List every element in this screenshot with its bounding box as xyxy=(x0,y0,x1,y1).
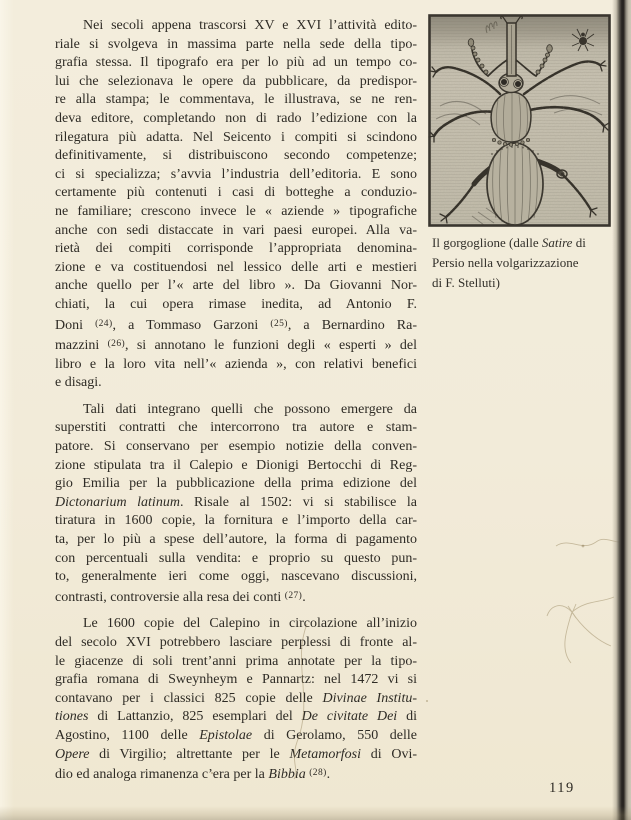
text-segment: , a Tommaso Garzoni xyxy=(112,317,271,333)
text-line xyxy=(55,494,417,513)
footnote-ref: (28) xyxy=(309,768,327,779)
text-line xyxy=(55,259,417,278)
text-line xyxy=(55,203,417,222)
text-line xyxy=(55,587,417,608)
text-segment: con percentuali sulla vendita: e proprio su questo pun- xyxy=(55,550,417,566)
text-segment: superstiti contratti che intercorrono tra autore e stam- xyxy=(55,420,417,436)
text-segment: Tali dati integrano quelli che possono emergere da xyxy=(83,401,417,417)
text-segment: riale si svolgeva in massima parte nella sede della tipo- xyxy=(55,36,417,52)
text-segment: certamente più contenuti i casi di botteghe a conduzio- xyxy=(55,185,417,201)
text-line xyxy=(55,531,417,550)
page-edge-right xyxy=(612,0,631,820)
text-segment: Il gorgoglione (dalle xyxy=(432,235,542,250)
text-segment: . xyxy=(302,589,306,605)
text-line xyxy=(55,54,417,73)
text-line xyxy=(55,36,417,55)
text-segment: , si annotano le funzioni degli « esperti » del xyxy=(125,338,418,354)
text-line xyxy=(432,273,611,293)
page-edge-left xyxy=(0,0,14,820)
text-line xyxy=(55,73,417,92)
text-line xyxy=(55,634,417,653)
text-segment: di Gerolamo, 550 delle xyxy=(252,727,418,743)
text-line xyxy=(55,512,417,531)
text-line xyxy=(55,356,417,375)
text-line xyxy=(55,727,417,746)
text-segment: grafia romana di Sweynheym e Pannartz: nel 1472 vi si xyxy=(55,672,417,688)
paragraph xyxy=(55,17,417,393)
text-segment: e disagi. xyxy=(55,375,102,391)
text-line xyxy=(55,240,417,259)
text-segment: ne familiare; crescono invece le « aziende » tipografiche xyxy=(55,203,417,219)
text-line xyxy=(55,690,417,709)
text-segment: Persio nella volgarizzazione xyxy=(432,255,579,270)
text-line xyxy=(55,550,417,569)
text-line xyxy=(55,568,417,587)
text-segment: Epistolae xyxy=(199,727,253,743)
paragraph xyxy=(55,615,417,784)
text-segment: di Virgilio; altrettante per le xyxy=(89,746,290,762)
text-segment: Le 1600 copie del Calepino in circolazione all’inizio xyxy=(83,616,417,632)
text-segment: libro e la loro vita nell’« azienda », con relativi benefici xyxy=(55,356,417,372)
text-segment: le giacenze di soli trent’anni prima annotate per la tipo- xyxy=(55,653,417,669)
text-segment: tiones xyxy=(55,709,89,725)
text-segment: Nei secoli appena trascorsi XV e XVI l’attività edito- xyxy=(83,18,417,33)
text-line xyxy=(55,615,417,634)
text-segment: mazzini xyxy=(55,338,108,354)
text-line xyxy=(55,91,417,110)
footnote-ref: (27) xyxy=(284,590,303,601)
text-segment: gio Emilia per la pubblicazione della prima edizione del xyxy=(55,476,417,492)
text-segment: anche quello per l’« arte del libro ». Da Giovanni Nor- xyxy=(55,278,417,294)
text-segment: Doni xyxy=(55,317,96,333)
text-line xyxy=(55,708,417,727)
text-line xyxy=(55,401,417,420)
text-segment: rietà dei compiti corrisponde l’appropriata denomina- xyxy=(55,241,417,257)
text-segment: di xyxy=(397,709,417,725)
figure-caption xyxy=(432,233,611,293)
text-segment: Divinae Institu- xyxy=(322,690,418,706)
text-segment: di F. Stelluti) xyxy=(432,275,500,290)
text-segment: . Risale al 1502: vi si stabilisce la xyxy=(179,494,417,510)
text-line xyxy=(55,147,417,166)
text-segment: zione e va costituendosi nel lessico delle arti e mestieri xyxy=(55,259,417,275)
text-line xyxy=(55,764,417,785)
text-line xyxy=(432,233,611,253)
text-segment: grafia stessa. Il tipografo era per lo più ad un tempo co- xyxy=(55,55,417,71)
text-segment: Agostino, 1100 delle xyxy=(55,727,200,743)
footnote-ref: (24) xyxy=(95,318,113,329)
body-text xyxy=(55,17,417,785)
text-line xyxy=(55,17,417,36)
text-segment: Dictonarium latinum xyxy=(55,494,180,510)
text-line xyxy=(432,253,611,273)
text-line xyxy=(55,110,417,129)
text-segment: di Lattanzio, 825 esemplari del xyxy=(88,709,302,725)
text-segment: to, generalmente ieri come oggi, nascevano discussioni, xyxy=(55,569,417,585)
text-line xyxy=(55,457,417,476)
text-line xyxy=(55,315,417,336)
text-line xyxy=(55,475,417,494)
text-segment: . xyxy=(326,767,331,783)
text-line xyxy=(55,419,417,438)
text-segment: di Ovi- xyxy=(361,746,417,762)
text-segment: De civitate Dei xyxy=(301,709,398,725)
text-line xyxy=(55,166,417,185)
text-segment: dio ed analoga rimanenza c’era per la xyxy=(55,767,269,783)
text-segment: tiratura in 1600 copie, la fornitura e l’importo della car- xyxy=(55,513,417,529)
text-segment: rilegatura più adatta. Nel Seicento i compiti si scindono xyxy=(55,129,417,145)
text-segment: definitivamente, si distribuiscono secondo competenze; xyxy=(55,148,417,164)
text-segment: contavano per i classici 825 copie delle xyxy=(55,690,323,706)
text-segment: , a Bernardino Ra- xyxy=(287,317,417,333)
text-segment: di xyxy=(572,235,586,250)
footnote-ref: (25) xyxy=(270,318,288,329)
text-line xyxy=(55,746,417,765)
text-segment: ta, per lo più a spese dell’autore, la forma di pagamento xyxy=(55,532,417,548)
weevil-woodcut-image xyxy=(428,14,611,227)
text-line xyxy=(55,277,417,296)
text-segment: ci si specializza; s’avvia l’industria dell’editoria. E sono xyxy=(55,166,417,182)
text-line xyxy=(55,129,417,148)
text-segment: Bibbia xyxy=(268,767,306,783)
text-segment: anche con sedi distaccate in vari paesi europei. Alla va- xyxy=(55,222,417,238)
text-line xyxy=(55,438,417,457)
text-segment: Opere xyxy=(55,746,90,762)
footnote-ref: (26) xyxy=(107,339,126,350)
text-segment: deva editore, completando non di rado l’edizione con la xyxy=(55,110,417,126)
text-segment: re alla stampa; le commentava, le illustrava, se ne ren- xyxy=(55,92,417,108)
text-line xyxy=(55,374,417,393)
page-number: 119 xyxy=(549,780,575,796)
text-segment: contrasti, controversie alla resa dei conti xyxy=(55,589,285,605)
text-segment: zione stipulata tra il Calepio e Dionigi Bertocchi di Reg- xyxy=(55,457,417,473)
text-segment: Metamorfosi xyxy=(289,746,362,762)
text-segment: lui che selezionava le opere da pubblicare, da predispor- xyxy=(55,73,417,89)
weevil-figure xyxy=(428,14,611,227)
text-segment: patore. Si conservano per esempio notizie della conven- xyxy=(55,439,417,455)
page-edge-bottom xyxy=(0,806,631,820)
text-segment: Satire xyxy=(541,235,573,250)
paragraph xyxy=(55,401,417,608)
text-segment: del secolo XVI potrebbero lasciare perplessi di fronte al- xyxy=(55,635,417,650)
text-line xyxy=(55,653,417,672)
text-line xyxy=(55,335,417,356)
text-line xyxy=(55,222,417,241)
text-line xyxy=(55,296,417,315)
text-segment: chiati, la cui opera rimase inedita, ad Antonio F. xyxy=(55,296,417,312)
text-line xyxy=(55,184,417,203)
text-line xyxy=(55,671,417,690)
